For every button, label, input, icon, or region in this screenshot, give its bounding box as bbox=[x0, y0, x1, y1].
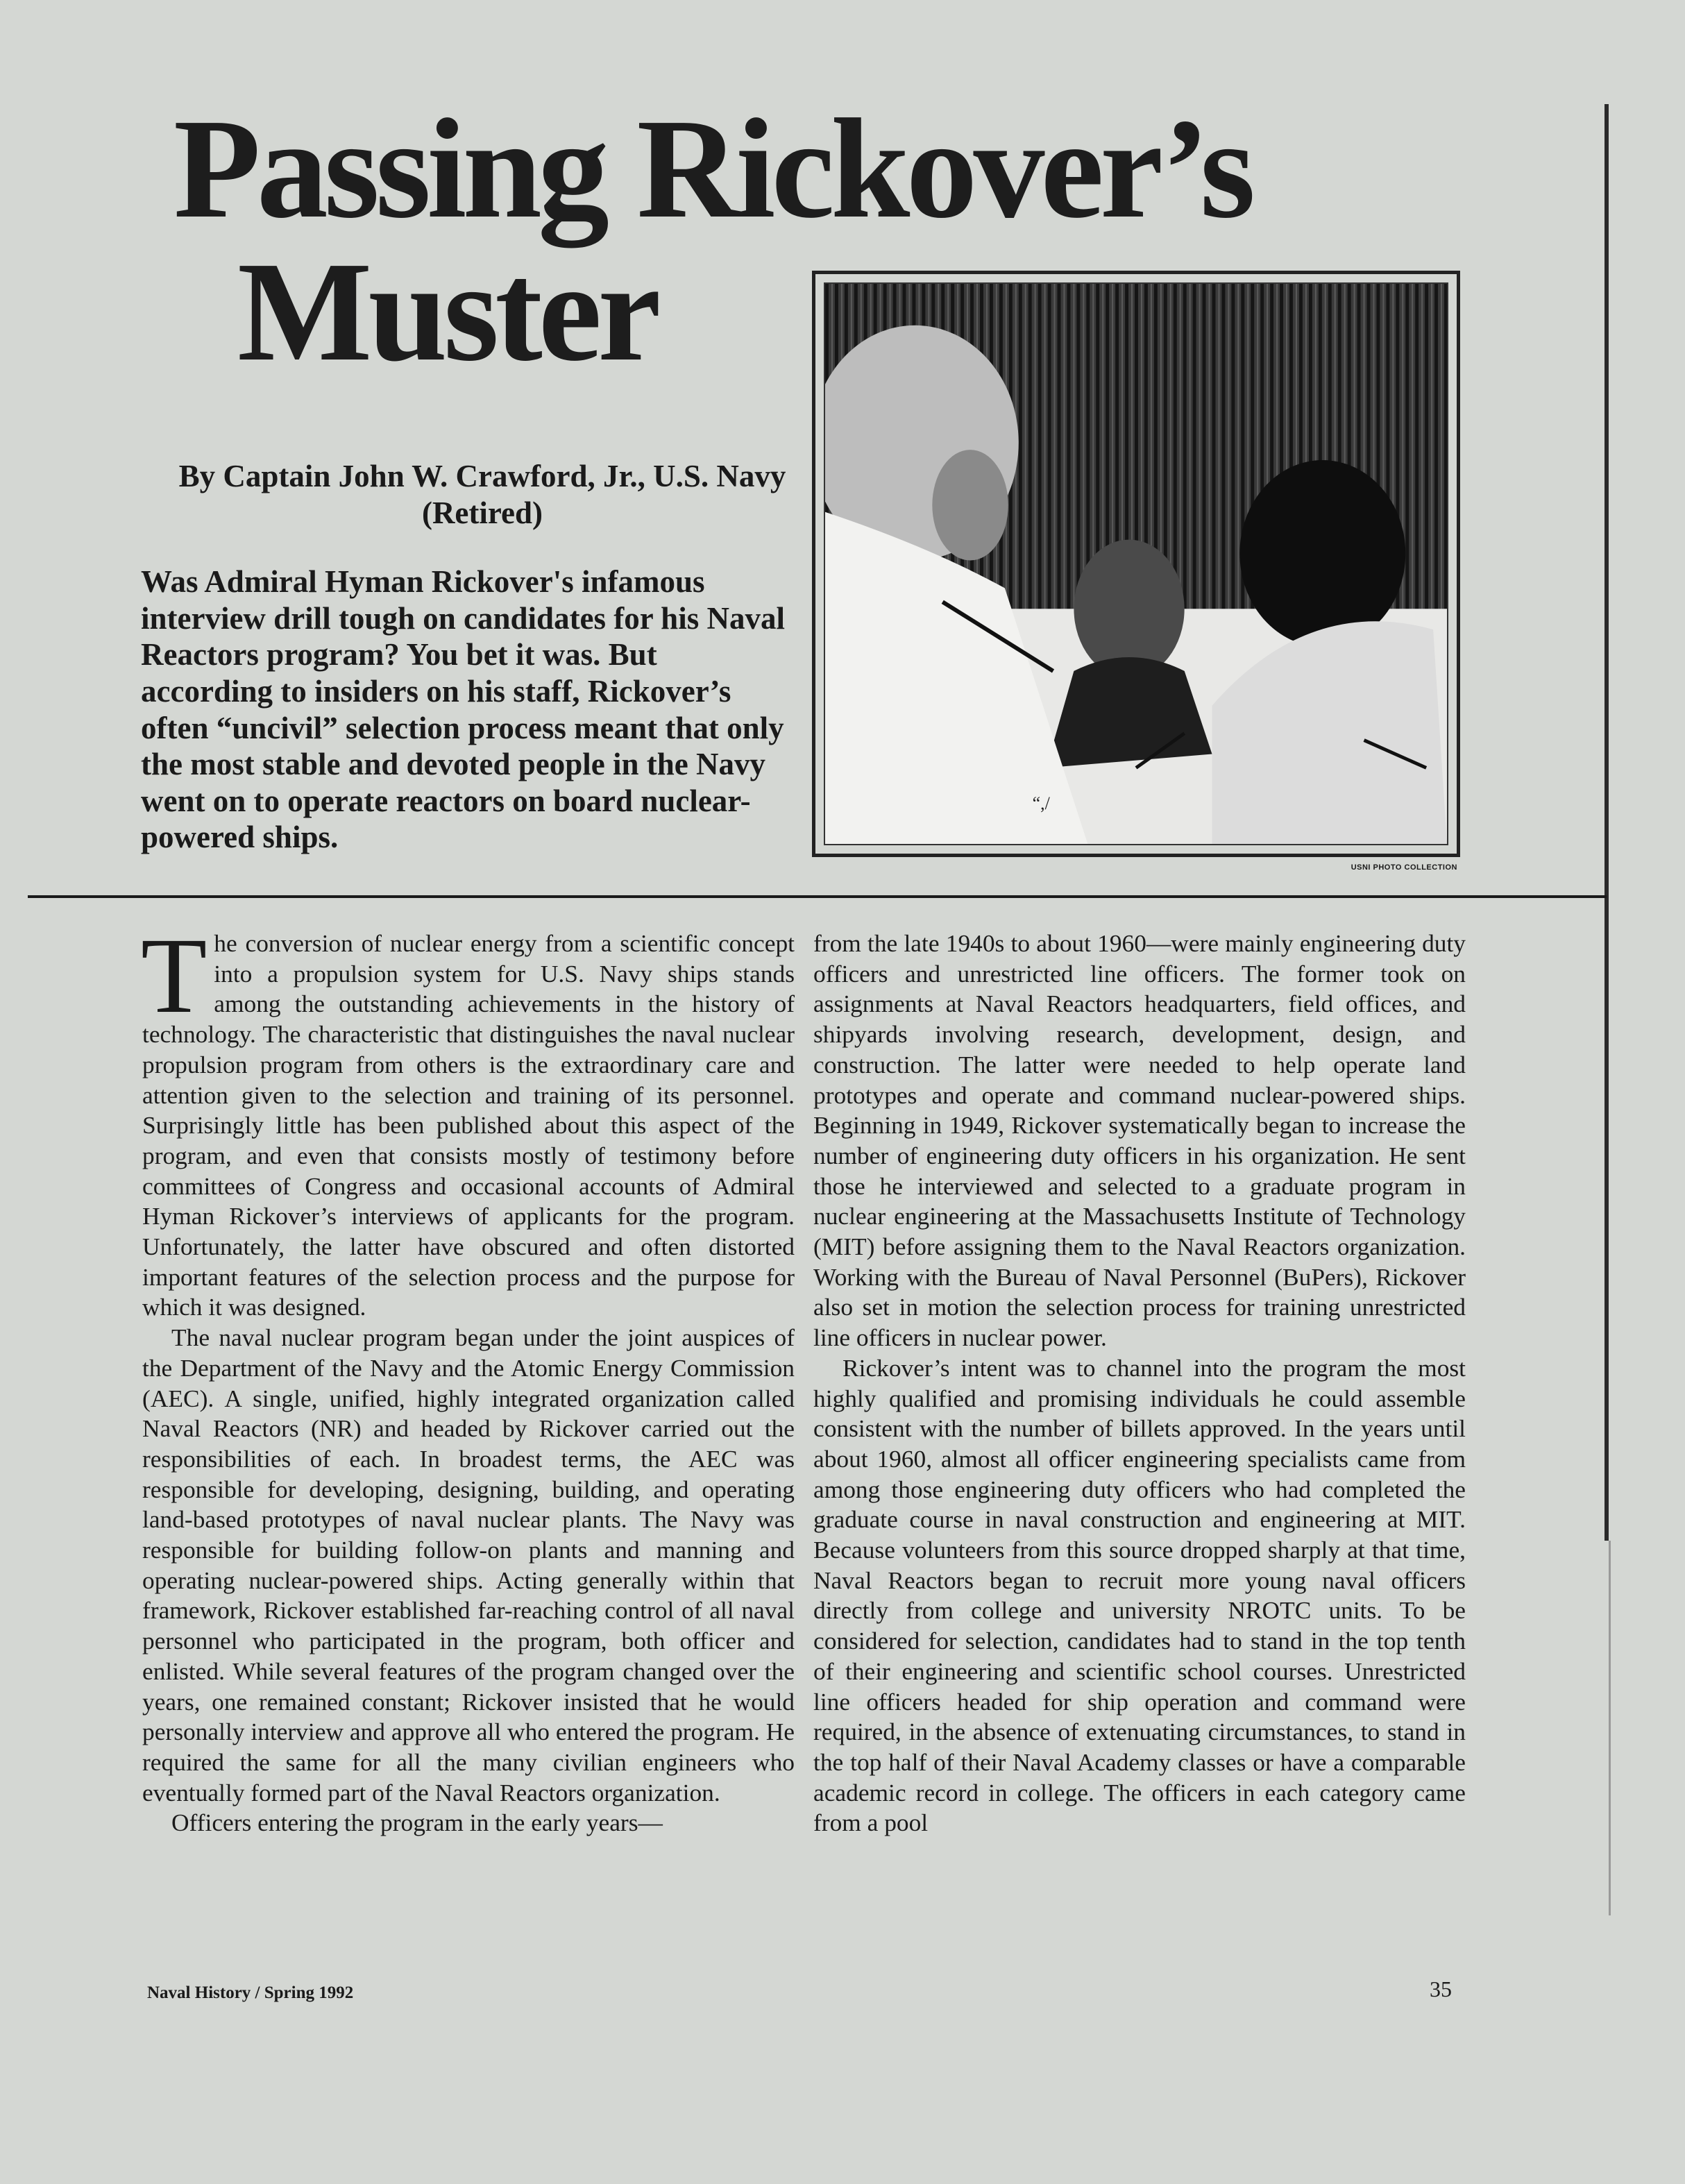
paragraph-1 bbox=[141, 915, 795, 1323]
photo-credit: USNI PHOTO COLLECTION bbox=[1350, 863, 1457, 872]
page-edge-shadow-lower bbox=[1609, 1541, 1611, 1915]
body-column-2 bbox=[813, 929, 1466, 1838]
photo-mark: “,/ bbox=[1032, 793, 1050, 814]
body-column-1 bbox=[141, 915, 795, 1838]
byline: By Captain John W. Crawford, Jr., U.S. Navy (Retired) bbox=[178, 459, 786, 530]
paragraph-3-continued: from the late 1940s to about 1960—were mainly engineering duty officers and unrestricted line officers. The former took on assignments at Naval Reactors headquarters, field offices, and shipyards involving research, development, design, and construction. The latter were needed to help operate land prototypes and operate and command nuclear-powered ships. Beginning in 1949, Rickover systematically began to increase the number of engineering duty officers in his organization. He sent those he interviewed and selected to a graduate program in nuclear engineering at the Massachusetts Institute of Technology (MIT) before assigning them to the Naval Reactors organization. Working with the Bureau of Naval Personnel (BuPers), Rickover also set in motion the selection process for training unrestricted line officers in nuclear power. bbox=[813, 929, 1466, 1352]
photo-illustration bbox=[825, 284, 1447, 844]
publication-footer: Naval History / Spring 1992 bbox=[147, 1983, 354, 2002]
title-line-1: Passing Rickover’s bbox=[173, 89, 1252, 248]
page-edge-shadow bbox=[1604, 104, 1609, 1541]
paragraph-4: Rickover’s intent was to channel into the program the most highly qualified and promising individuals he could assemble consistent with the number of billets approved. In the years until about 1960, almost all officer engineering specialists came from among those engineering duty officers who had completed the graduate course in naval construction and engineering at MIT. Because volunteers from this source dropped sharply at that time, Naval Reactors began to recruit more young naval officers directly from college and university NROTC units. To be considered for selection, candidates had to stand in the top tenth of their engineering and scientific school courses. Unrestricted line officers headed for ship operation and command were required, in the absence of extenuating circumstances, to stand in the top half of their Naval Academy classes or have a comparable academic record in college. The officers in each category came from a pool bbox=[813, 1353, 1466, 1837]
article-photo bbox=[812, 271, 1460, 857]
paragraph-2: The naval nuclear program began under the joint auspices of the Department of the Navy and the Atomic Energy Commission (AEC). A single, unified, highly integrated organization called Naval Reactors (NR) and headed by Rickover carried out the responsibilities of each. In broadest terms, the AEC was responsible for developing, designing, building, and operating land-based prototypes of naval nuclear plants. The Navy was responsible for building follow-on plants and manning and operating nuclear-powered ships. Acting generally within that framework, Rickover established far-reaching control of all naval personnel who participated in the program, both officer and enlisted. While several features of the program changed over the years, one remained constant; Rickover insisted that he would personally interview and approve all who entered the program. He required the same for all the many civilian engineers who eventually formed part of the Naval Reactors organization. bbox=[142, 1323, 795, 1806]
article-deck: Was Admiral Hyman Rickover's infamous interview drill tough on candidates for his Naval Reactors program? You bet it was. But according to insiders on his staff, Rickover’s often “uncivil” selection process meant that only the most stable and devoted people in the Navy went on to operate reactors on board nuclear-powered ships. bbox=[141, 564, 785, 855]
page-number: 35 bbox=[1430, 1976, 1452, 2001]
photo-inner-frame bbox=[824, 282, 1448, 845]
title-line-2: Muster bbox=[237, 232, 657, 391]
paragraph-3-start: Officers entering the program in the early years— bbox=[171, 1809, 663, 1837]
section-rule bbox=[28, 895, 1607, 898]
drop-cap: T bbox=[141, 915, 208, 1035]
paragraph-1-text: he conversion of nuclear energy from a scientific concept into a propulsion system for U.S. Navy ships stands among the outstanding achievements in the history of technology. The characteristic that distinguishes the naval nuclear propulsion program from others is the extraordinary care and attention given to the selection and training of its personnel. Surprisingly little has been published about this aspect of the program, and even that consists mostly of testimony before committees of Congress and occasional accounts of Admiral Hyman Rickover’s interviews of applicants for the program. Unfortunately, the latter have obscured and often distorted important features of the selection process and the purpose for which it was designed. bbox=[142, 929, 795, 1321]
